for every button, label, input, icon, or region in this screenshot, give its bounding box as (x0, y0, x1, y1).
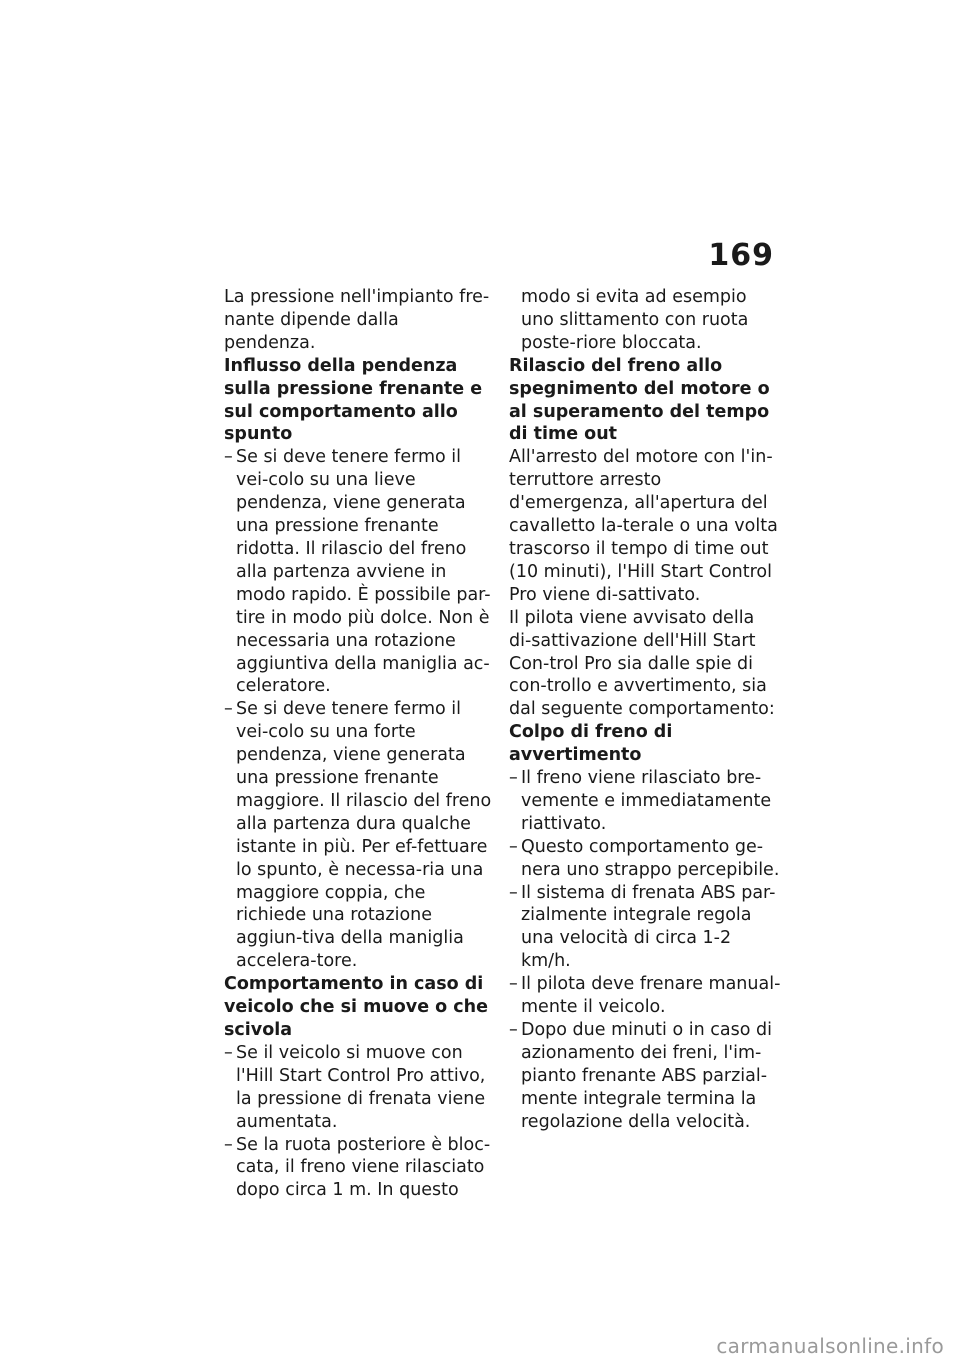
dash-marker: – (509, 768, 518, 789)
list-item (509, 1019, 781, 1134)
list-item-text: Dopo due minuti o in caso di azionamento dei freni, l'im-pianto frenante ABS parzial-mente integrale termina la regolazione della velocità. (521, 1020, 772, 1132)
intro-paragraph: La pressione nell'impianto fre-nante dipende dalla pendenza. (224, 287, 490, 353)
list-item-text: Il sistema di frenata ABS par-zialmente integrale regola una velocità di circa 1-2 km/h. (521, 882, 776, 972)
list-item-text: Se si deve tenere fermo il vei-colo su una lieve pendenza, viene generata una pressione frenante ridotta. Il rilascio del freno alla partenza avviene in modo rapido. È possibile par-tire in modo più dolce. Non è necessaria una rotazione aggiuntiva della maniglia ac-celeratore. (236, 447, 491, 697)
dash-marker: – (224, 1042, 233, 1063)
page-number: 169 (708, 238, 774, 273)
list-item-text: Il freno viene rilasciato bre-vemente e immediatamente riattivato. (521, 768, 772, 834)
list-item (224, 1042, 492, 1134)
continued-list-text: modo si evita ad esempio uno slittamento con ruota poste-riore bloccata. (521, 287, 749, 353)
release-paragraph: All'arresto del motore con l'in-terruttore arresto d'emergenza, all'apertura del cavalletto la-terale o una volta trascorso il tempo di time out (10 minuti), l'Hill Start Control Pro viene di-sattivato. (509, 447, 778, 605)
list-item-text: Il pilota deve frenare manual-mente il veicolo. (521, 974, 781, 1018)
warning-paragraph: Il pilota viene avvisato della di-sattivazione dell'Hill Start Con-trol Pro sia dalle spie di con-trollo e avvertimento, sia dal seguente comportamento: (509, 607, 775, 720)
list-item (509, 882, 781, 974)
dash-marker: – (509, 882, 518, 903)
dash-marker: – (509, 836, 518, 857)
dash-marker: – (509, 1020, 518, 1040)
section-heading-sliding: Comportamento in caso di veicolo che si muove o che scivola (224, 974, 488, 1040)
list-item-text: Se si deve tenere fermo il vei-colo su una forte pendenza, viene generata una pressione frenante maggiore. Il rilascio del freno alla partenza dura qualche istante in più. Per ef-fettuare lo spunto, è necessa-ria una maggiore coppia, che richiede una rotazione aggiun-tiva della maniglia accelera-tore. (236, 699, 492, 972)
section-heading-release: Rilascio del freno allo spegnimento del motore o al superamento del tempo di time out (509, 355, 770, 445)
list-item (224, 446, 492, 698)
left-column (224, 286, 492, 1202)
dash-marker: – (224, 699, 233, 720)
dash-marker: – (224, 1134, 233, 1155)
dash-marker: – (224, 447, 233, 468)
list-item (509, 973, 781, 1019)
list-item-text: Se la ruota posteriore è bloc-cata, il freno viene rilasciato dopo circa 1 m. In questo (236, 1134, 491, 1201)
list-item (509, 767, 781, 836)
list-item-text: Se il veicolo si muove con l'Hill Start Control Pro attivo, la pressione di frenata viene aumentata. (236, 1042, 486, 1132)
list-item (509, 836, 781, 882)
list-item (224, 1134, 492, 1203)
section-heading-warning-jolt: Colpo di freno di avvertimento (509, 722, 673, 766)
dash-marker: – (509, 974, 518, 995)
section-heading-slope: Influsso della pendenza sulla pressione frenante e sul comportamento allo spunto (224, 355, 483, 445)
list-item (224, 698, 492, 973)
list-item-text: Questo comportamento ge-nera uno strappo percepibile. (521, 836, 780, 880)
right-column (509, 286, 781, 1134)
watermark: carmanualsonline.info (716, 1334, 944, 1358)
